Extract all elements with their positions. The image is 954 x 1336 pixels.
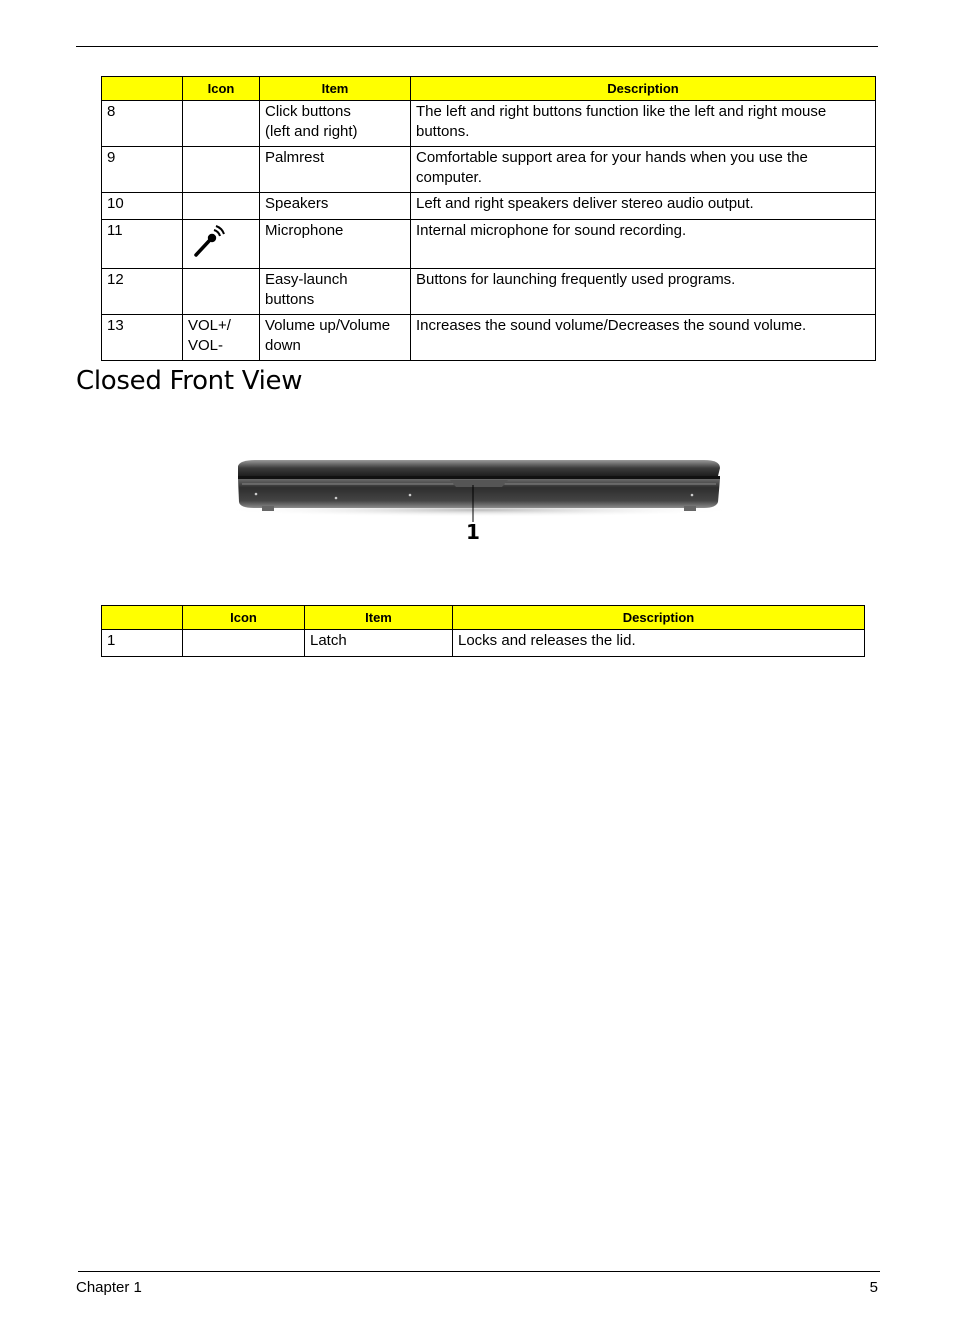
table-row — [102, 630, 865, 657]
column-header-item: Item — [260, 77, 411, 101]
row-item: Click buttons (left and right) — [260, 101, 411, 147]
table-header-row — [102, 77, 876, 101]
row-item: Palmrest — [260, 147, 411, 193]
components-table — [101, 76, 876, 361]
row-description: Internal microphone for sound recording. — [411, 220, 876, 269]
row-item: Latch — [305, 630, 453, 657]
column-header-description: Description — [453, 606, 865, 630]
column-header-item: Item — [305, 606, 453, 630]
row-item: Microphone — [260, 220, 411, 269]
row-icon — [183, 630, 305, 657]
row-description: Increases the sound volume/Decreases the sound volume. — [411, 315, 876, 361]
row-description: The left and right buttons function like the left and right mouse buttons. — [411, 101, 876, 147]
page-number: 5 — [869, 1279, 878, 1296]
row-description: Buttons for launching frequently used programs. — [411, 269, 876, 315]
row-icon — [183, 147, 260, 193]
row-number: 8 — [102, 101, 183, 147]
row-number: 1 — [102, 630, 183, 657]
table-row — [102, 147, 876, 193]
row-item: Speakers — [260, 193, 411, 220]
column-header-number — [102, 77, 183, 101]
row-number: 12 — [102, 269, 183, 315]
row-number: 10 — [102, 193, 183, 220]
row-description: Comfortable support area for your hands when you use the computer. — [411, 147, 876, 193]
row-number: 13 — [102, 315, 183, 361]
row-item: Volume up/Volume down — [260, 315, 411, 361]
laptop-front-image — [222, 452, 742, 548]
table-row — [102, 269, 876, 315]
column-header-description: Description — [411, 77, 876, 101]
row-icon — [183, 193, 260, 220]
closed-front-view-table — [101, 605, 865, 657]
row-icon — [183, 269, 260, 315]
table-header-row — [102, 606, 865, 630]
table-row — [102, 220, 876, 269]
section-title: Closed Front View — [76, 366, 303, 396]
row-number: 9 — [102, 147, 183, 193]
footer-chapter: Chapter 1 — [76, 1279, 142, 1296]
column-header-icon: Icon — [183, 77, 260, 101]
column-header-icon: Icon — [183, 606, 305, 630]
table-row — [102, 315, 876, 361]
row-number: 11 — [102, 220, 183, 269]
microphone-icon — [192, 224, 226, 264]
table-row — [102, 101, 876, 147]
row-description: Left and right speakers deliver stereo audio output. — [411, 193, 876, 220]
callout-label: 1 — [466, 520, 480, 544]
row-description: Locks and releases the lid. — [453, 630, 865, 657]
row-icon — [183, 220, 260, 269]
footer-rule — [78, 1271, 880, 1272]
closed-front-view-figure — [222, 452, 742, 548]
column-header-number — [102, 606, 183, 630]
row-item: Easy-launch buttons — [260, 269, 411, 315]
table-row — [102, 193, 876, 220]
header-rule — [76, 46, 878, 47]
row-icon — [183, 101, 260, 147]
row-icon: VOL+/ VOL- — [183, 315, 260, 361]
